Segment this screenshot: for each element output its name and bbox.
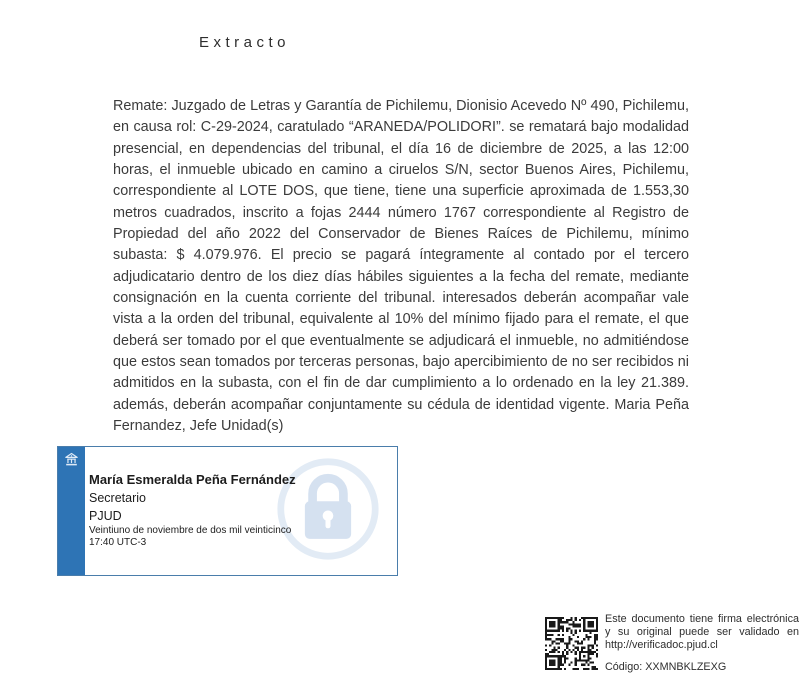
verification-text: Este documento tiene firma electrónica y su original puede ser validado en http://verificadoc.pjud.cl bbox=[605, 613, 799, 652]
signatory-name: María Esmeralda Peña Fernández bbox=[89, 472, 296, 487]
signature-time: 17:40 UTC-3 bbox=[89, 537, 147, 548]
building-icon bbox=[63, 451, 80, 468]
page-title: Extracto bbox=[199, 34, 291, 51]
signatory-role: Secretario bbox=[89, 491, 146, 505]
verification-code: Código: XXMNBKLZEXG bbox=[605, 660, 727, 673]
signature-date: Veintiuno de noviembre de dos mil veinticinco bbox=[89, 525, 292, 536]
document-body: Remate: Juzgado de Letras y Garantía de Pichilemu, Dionisio Acevedo Nº 490, Pichilemu, en causa rol: C-29-2024, caratulado “ARANEDA/POLIDORI”. se rematará bajo modalidad presencial, en dependencias del tribunal, el día 16 de diciembre de 2025, a las 12:00 horas, el inmueble ubicado en camino a ciruelos S/N, sector Buenos Aires, Pichilemu, correspondiente al LOTE DOS, que tiene, tiene una superficie aproximada de 1.553,30 metros cuadrados, inscrito a fojas 2444 número 1767 correspondiente al Registro de Propiedad del año 2022 del Conservador de Bienes Raíces de Pichilemu, mínimo subasta: $ 4.079.976. El precio se pagará íntegramente al contado por el tercero adjudicatario dentro de los diez días hábiles siguientes a la fecha del remate, mediante consignación en la cuenta corriente del tribunal. interesados deberán acompañar vale vista a la orden del tribunal, equivalente al 10% del mínimo fijado para el remate, el que deberá ser tomado por el que eventualmente se adjudicará el inmueble, no admitiéndose que estos sean tomados por terceras personas, bajo apercibimiento de no ser recibidos ni admitidos en la subasta, con el fin de dar cumplimiento a lo ordenado en la ley 21.389. además, deberán acompañar conjuntamente su cédula de identidad vigente. Maria Peña Fernandez, Jefe Unidad(s) bbox=[113, 98, 689, 435]
signature-sidebar bbox=[58, 447, 85, 575]
signature-details bbox=[89, 471, 296, 549]
signature-block bbox=[57, 446, 398, 576]
qr-code bbox=[545, 617, 598, 670]
verification-text-block bbox=[605, 613, 799, 674]
verification-section bbox=[545, 612, 797, 680]
signatory-organization: PJUD bbox=[89, 509, 122, 523]
